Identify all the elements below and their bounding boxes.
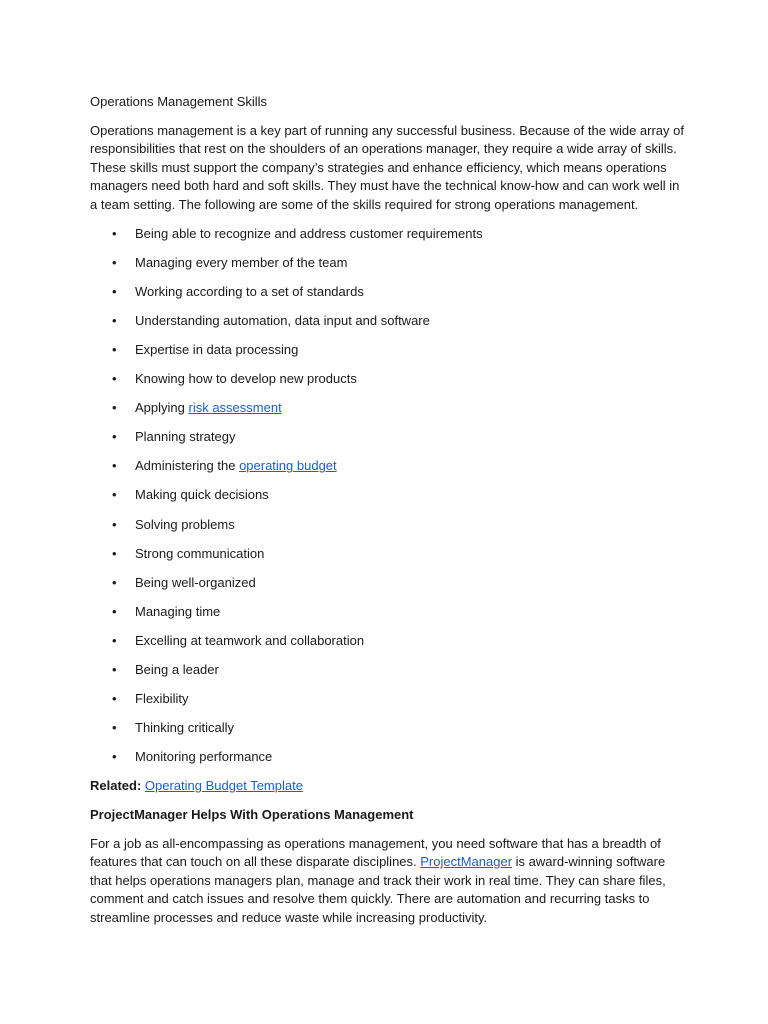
skill-text: Knowing how to develop new products: [135, 371, 357, 387]
bullet-icon: •: [112, 603, 117, 619]
bullet-icon: •: [112, 516, 117, 532]
closing-paragraph: [90, 835, 690, 928]
skill-text: Monitoring performance: [135, 749, 273, 765]
skills-list: [90, 225, 690, 778]
skill-text: Being able to recognize and address customer requirements: [135, 225, 483, 241]
operating-budget-template-link[interactable]: Operating Budget Template: [144, 778, 303, 794]
bullet-icon: •: [112, 429, 117, 445]
bullet-icon: •: [112, 371, 117, 387]
skill-list-item: [90, 748, 690, 777]
bullet-icon: •: [112, 545, 117, 561]
skill-list-item: [90, 661, 690, 690]
skill-text: Managing time: [135, 603, 221, 619]
related-line: [90, 777, 690, 796]
intro-paragraph: Operations management is a key part of running any successful business. Because of the wide array of responsibilities that rest on the shoulders of an operations manager, they require a wide array of skills. These skills must support the company’s strategies and enhance efficiency, which means operations managers need both hard and soft skills. They must have the technical know-how and can work well in a team setting. The following are some of the skills required for strong operations management.: [90, 122, 684, 212]
skill-list-item: [90, 283, 690, 312]
skill-list-item: [90, 486, 690, 515]
section-heading: ProjectManager Helps With Operations Management: [90, 806, 414, 822]
skill-list-item: [90, 574, 690, 603]
skill-text: Being a leader: [135, 661, 219, 677]
skill-text: Excelling at teamwork and collaboration: [135, 632, 365, 648]
bullet-icon: •: [112, 458, 117, 474]
bullet-icon: •: [112, 341, 117, 357]
skill-text: Flexibility: [135, 691, 189, 707]
bullet-icon: •: [112, 574, 117, 590]
closing-text-after: is award-winning software that helps operations managers plan, manage and track their work in real time. They can share files, comment and catch issues and resolve them quickly. There are automation and recurring tasks to streamline processes and reduce waste while increasing productivity.: [90, 854, 666, 925]
bullet-icon: •: [112, 283, 117, 299]
skill-link[interactable]: risk assessment: [188, 400, 282, 416]
skill-text: Administering the: [135, 458, 240, 474]
bullet-icon: •: [112, 632, 117, 648]
skill-list-item: [90, 545, 690, 574]
skill-text: Being well-organized: [135, 574, 256, 590]
skill-list-item: [90, 516, 690, 545]
bullet-icon: •: [112, 691, 117, 707]
bullet-icon: •: [112, 661, 117, 677]
skill-list-item: [90, 428, 690, 457]
document-title: Operations Management Skills: [90, 94, 268, 109]
bullet-icon: •: [112, 487, 117, 503]
bullet-icon: •: [112, 254, 117, 270]
bullet-icon: •: [112, 720, 117, 736]
skill-list-item: [90, 254, 690, 283]
bullet-icon: •: [112, 225, 117, 241]
bullet-icon: •: [112, 400, 117, 416]
skill-list-item: [90, 632, 690, 661]
skill-list-item: [90, 370, 690, 399]
skill-list-item: [90, 457, 690, 486]
skill-link[interactable]: operating budget: [239, 458, 337, 474]
bullet-icon: •: [112, 312, 117, 328]
skill-text: Managing every member of the team: [135, 254, 348, 270]
skill-text: Strong communication: [135, 545, 265, 561]
skill-text: Thinking critically: [135, 720, 234, 736]
skill-text: Working according to a set of standards: [135, 283, 364, 299]
skill-text: Making quick decisions: [135, 487, 269, 503]
skill-list-item: [90, 719, 690, 748]
skill-text: Solving problems: [135, 516, 235, 532]
closing-text-before: For a job as all-encompassing as operations management, you need software that has a breadth of features that can touch on all these disparate disciplines.: [90, 835, 661, 870]
skill-text: Planning strategy: [135, 429, 236, 445]
skill-list-item: [90, 603, 690, 632]
skill-list-item: [90, 690, 690, 719]
skill-text: Expertise in data processing: [135, 341, 299, 357]
skill-list-item: [90, 225, 690, 254]
skill-text: Applying: [135, 400, 189, 416]
bullet-icon: •: [112, 749, 117, 765]
projectmanager-link[interactable]: ProjectManager: [420, 854, 513, 870]
skill-list-item: [90, 399, 690, 428]
document-page: [90, 93, 690, 928]
skill-list-item: [90, 312, 690, 341]
skill-text: Understanding automation, data input and software: [135, 312, 430, 328]
related-label: Related:: [90, 778, 142, 794]
skill-list-item: [90, 341, 690, 370]
